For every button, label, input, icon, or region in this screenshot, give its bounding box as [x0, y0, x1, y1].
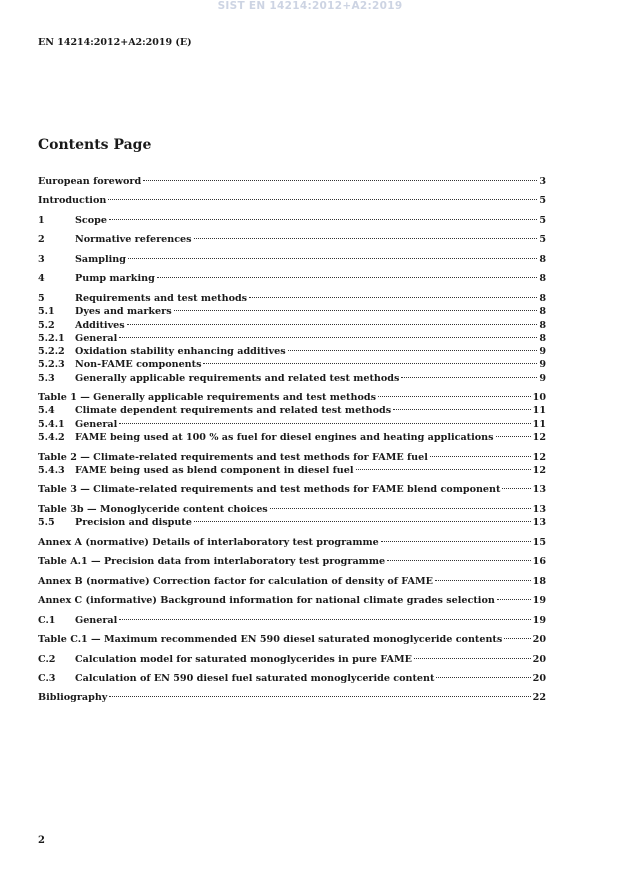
toc-entry-number: 5.4.2	[38, 432, 65, 444]
toc-entry-title: European foreword	[38, 176, 142, 187]
watermark: SIST EN 14214:2012+A2:2019	[217, 0, 403, 12]
toc-entry-title: FAME being used at 100 % as fuel for diesel engines and heating applications	[75, 432, 494, 444]
dot-leader	[203, 363, 537, 364]
toc-entry-number: 2	[38, 234, 45, 246]
dot-leader	[157, 277, 538, 278]
toc-entry-title: Sampling	[75, 253, 126, 265]
toc-entry[interactable]	[38, 358, 546, 371]
toc-entry[interactable]	[38, 253, 546, 266]
dot-leader	[109, 696, 530, 697]
toc-entry-page: 12	[532, 464, 546, 476]
toc-entry-page: 5	[539, 214, 546, 226]
dot-leader	[108, 199, 537, 200]
toc-entry[interactable]	[38, 516, 546, 529]
toc-entry-number: C.1	[38, 614, 56, 626]
toc-entry-title: Annex B (normative) Correction factor for calculation of density of FAME	[38, 575, 433, 587]
toc-entry-number: 5.2.2	[38, 346, 65, 358]
toc-entry[interactable]	[38, 575, 546, 588]
table-of-contents	[38, 175, 546, 705]
toc-entry-number: 5.1	[38, 306, 55, 318]
toc-entry-title: General	[75, 614, 118, 626]
toc-entry[interactable]	[38, 175, 546, 188]
toc-entry[interactable]	[38, 418, 546, 431]
toc-entry-page: 12	[532, 432, 546, 444]
toc-entry-number: 5.2.1	[38, 332, 65, 344]
toc-entry[interactable]	[38, 536, 546, 549]
toc-entry-number: 1	[38, 214, 45, 226]
toc-entry-page: 12	[532, 451, 546, 463]
toc-entry[interactable]	[38, 672, 546, 685]
dot-leader	[436, 677, 530, 678]
toc-entry-title: Table 3 — Climate-related requirements and test methods for FAME blend component	[38, 484, 501, 496]
toc-entry-page: 8	[539, 273, 546, 285]
dot-leader	[109, 219, 537, 220]
toc-entry[interactable]	[38, 214, 546, 227]
toc-entry-page: 9	[539, 359, 546, 371]
dot-leader	[249, 297, 537, 298]
toc-entry[interactable]	[38, 372, 546, 385]
dot-leader	[435, 580, 531, 581]
toc-entry-title: Normative references	[75, 234, 192, 246]
toc-entry[interactable]	[38, 503, 546, 516]
toc-entry-title: Generally applicable requirements and related test methods	[75, 372, 400, 384]
dot-leader	[414, 658, 531, 659]
dot-leader	[504, 638, 530, 639]
toc-entry-title: Requirements and test methods	[75, 292, 248, 304]
toc-entry[interactable]	[38, 233, 546, 246]
toc-entry-number: 5.4.3	[38, 464, 65, 476]
toc-entry-number: 5.4	[38, 405, 55, 417]
toc-entry-title: Introduction	[38, 195, 107, 207]
toc-entry-title: Pump marking	[75, 273, 155, 285]
toc-entry-title: Table 1 — Generally applicable requirements and test methods	[38, 392, 376, 404]
dot-leader	[119, 337, 537, 338]
dot-leader	[288, 350, 538, 351]
toc-entry-title: FAME being used as blend component in diesel fuel	[75, 464, 354, 476]
toc-entry[interactable]	[38, 594, 546, 607]
toc-entry-page: 20	[532, 634, 546, 646]
dot-leader	[502, 488, 530, 489]
toc-entry[interactable]	[38, 555, 546, 568]
dot-leader	[378, 396, 531, 397]
toc-entry-page: 22	[532, 692, 546, 704]
toc-entry-page: 13	[532, 484, 546, 496]
toc-entry-page: 8	[539, 253, 546, 265]
toc-entry[interactable]	[38, 431, 546, 444]
toc-entry[interactable]	[38, 391, 546, 404]
toc-entry-page: 19	[532, 614, 546, 626]
toc-entry[interactable]	[38, 305, 546, 318]
toc-entry-title: Precision and dispute	[75, 517, 192, 529]
toc-entry-page: 8	[539, 292, 546, 304]
toc-entry-title: Calculation of EN 590 diesel fuel saturated monoglyceride content	[75, 672, 435, 684]
dot-leader	[356, 469, 531, 470]
page-column-heading: Page	[113, 137, 152, 153]
toc-entry-title: Table 2 — Climate-related requirements and test methods for FAME fuel	[38, 451, 428, 463]
dot-leader	[381, 541, 531, 542]
dot-leader	[119, 619, 530, 620]
toc-entry-page: 8	[539, 332, 546, 344]
toc-entry-title: Calculation model for saturated monoglycerides in pure FAME	[75, 653, 412, 665]
toc-entry-title: General	[75, 332, 118, 344]
toc-entry[interactable]	[38, 633, 546, 646]
dot-leader	[194, 521, 531, 522]
dot-leader	[119, 423, 530, 424]
toc-entry[interactable]	[38, 691, 546, 704]
toc-entry-page: 13	[532, 503, 546, 515]
toc-entry-title: General	[75, 418, 118, 430]
toc-entry-title: Dyes and markers	[75, 306, 172, 318]
dot-leader	[194, 238, 538, 239]
toc-entry-page: 8	[539, 306, 546, 318]
toc-entry-page: 16	[532, 556, 546, 568]
toc-entry-number: C.3	[38, 672, 56, 684]
dot-leader	[387, 560, 531, 561]
toc-entry-title: Annex C (informative) Background information for national climate grades selection	[38, 595, 495, 607]
dot-leader	[497, 599, 531, 600]
toc-entry-title: Oxidation stability enhancing additives	[75, 346, 286, 358]
dot-leader	[401, 377, 537, 378]
toc-entry-number: 5.2	[38, 319, 55, 331]
toc-entry-page: 20	[532, 672, 546, 684]
dot-leader	[496, 436, 531, 437]
toc-entry-page: 3	[539, 176, 546, 187]
toc-entry-number: 5.3	[38, 372, 55, 384]
page-number: 2	[38, 835, 45, 846]
toc-entry-page: 5	[539, 195, 546, 207]
toc-entry[interactable]	[38, 319, 546, 332]
toc-entry[interactable]	[38, 614, 546, 627]
toc-entry-title: Bibliography	[38, 692, 108, 704]
toc-entry-title: Annex A (normative) Details of interlaboratory test programme	[38, 536, 379, 548]
toc-entry-page: 19	[532, 595, 546, 607]
toc-entry-page: 8	[539, 319, 546, 331]
toc-entry-number: 5.4.1	[38, 418, 65, 430]
dot-leader	[393, 409, 531, 410]
page-title	[38, 137, 151, 153]
toc-entry[interactable]	[38, 272, 546, 285]
toc-entry-number: 5.2.3	[38, 359, 65, 371]
toc-entry[interactable]	[38, 345, 546, 358]
toc-entry-page: 18	[532, 575, 546, 587]
toc-entry[interactable]	[38, 451, 546, 464]
toc-entry-page: 10	[532, 392, 546, 404]
dot-leader	[270, 508, 531, 509]
toc-entry-title: Table A.1 — Precision data from interlaboratory test programme	[38, 556, 386, 568]
toc-entry[interactable]	[38, 292, 546, 305]
dot-leader	[128, 258, 537, 259]
toc-entry-title: Climate dependent requirements and related test methods	[75, 405, 392, 417]
toc-entry[interactable]	[38, 653, 546, 666]
toc-entry-page: 11	[532, 418, 546, 430]
toc-entry[interactable]	[38, 404, 546, 417]
toc-entry-number: 4	[38, 273, 45, 285]
toc-entry-number: 5.5	[38, 517, 55, 529]
contents-heading: Contents	[38, 137, 109, 153]
toc-entry-page: 15	[532, 536, 546, 548]
toc-entry-number: C.2	[38, 653, 56, 665]
toc-entry-title: Additives	[75, 319, 125, 331]
dot-leader	[430, 456, 531, 457]
toc-entry-number: 3	[38, 253, 45, 265]
toc-entry-page: 5	[539, 234, 546, 246]
toc-entry[interactable]	[38, 332, 546, 345]
toc-entry-page: 9	[539, 346, 546, 358]
toc-entry-number: 5	[38, 292, 45, 304]
toc-entry[interactable]	[38, 483, 546, 496]
toc-entry-page: 20	[532, 653, 546, 665]
toc-entry-title: Table 3b — Monoglyceride content choices	[38, 503, 268, 515]
toc-entry-page: 9	[539, 372, 546, 384]
toc-entry-page: 11	[532, 405, 546, 417]
toc-entry[interactable]	[38, 464, 546, 477]
dot-leader	[127, 324, 538, 325]
toc-entry-title: Table C.1 — Maximum recommended EN 590 diesel saturated monoglyceride contents	[38, 634, 503, 646]
toc-entry-title: Scope	[75, 214, 107, 226]
toc-entry[interactable]	[38, 194, 546, 207]
document-id: EN 14214:2012+A2:2019 (E)	[38, 37, 192, 48]
dot-leader	[143, 180, 537, 181]
toc-entry-title: Non-FAME components	[75, 359, 202, 371]
toc-entry-page: 13	[532, 517, 546, 529]
dot-leader	[174, 310, 538, 311]
